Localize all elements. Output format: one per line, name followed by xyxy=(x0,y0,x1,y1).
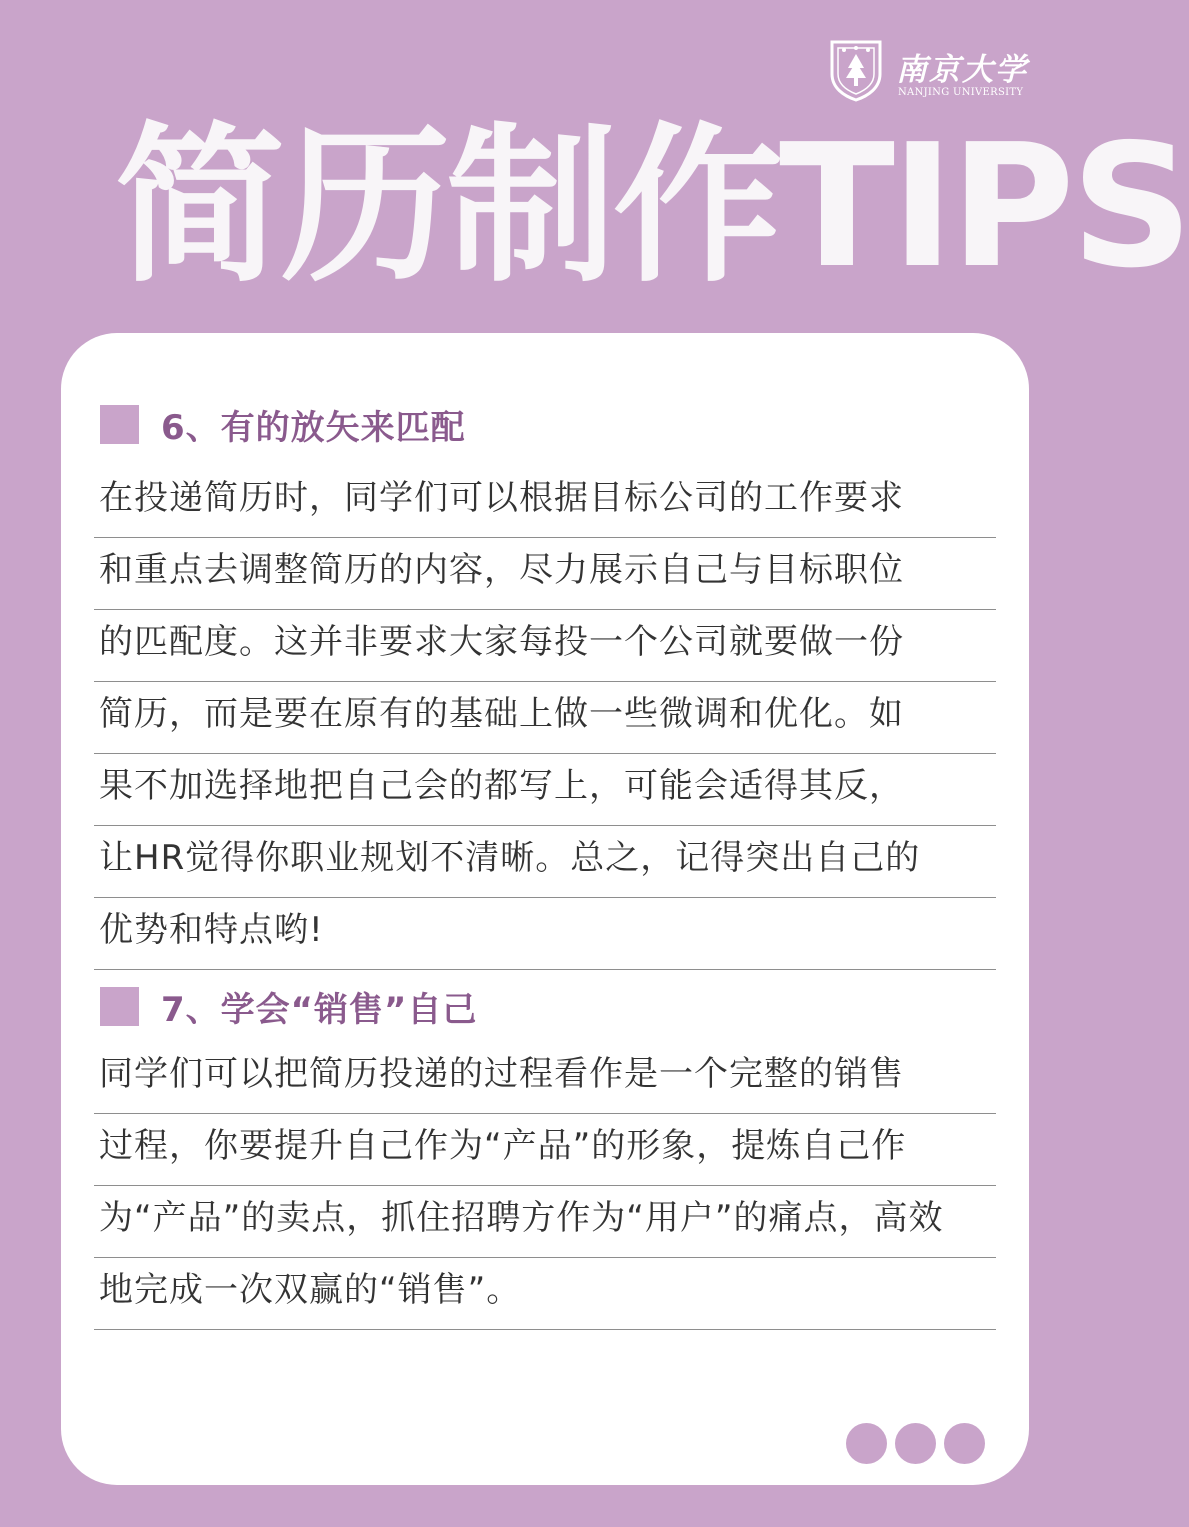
pagination-dots xyxy=(846,1423,985,1465)
text-line: 为“产品”的卖点，抓住招聘方作为“用户”的痛点，高效 xyxy=(94,1186,996,1258)
text-line: 地完成一次双赢的“销售”。 xyxy=(94,1258,996,1330)
section-heading xyxy=(100,404,466,448)
university-emblem-icon xyxy=(830,38,882,102)
text-line: 过程，你要提升自己作为“产品”的形象，提炼自己作 xyxy=(94,1114,996,1186)
page-title: 简历制作TIPS xyxy=(115,108,1189,306)
text-line: 在投递简历时，同学们可以根据目标公司的工作要求 xyxy=(94,466,996,538)
university-name-cn: 南京大学 xyxy=(896,52,1028,88)
section-heading-text: 6、有的放矢来匹配 xyxy=(161,407,466,448)
text-line: 让HR觉得你职业规划不清晰。总之，记得突出自己的 xyxy=(94,826,996,898)
text-line: 同学们可以把简历投递的过程看作是一个完整的销售 xyxy=(94,1042,996,1114)
dot-icon xyxy=(944,1423,985,1464)
dot-icon xyxy=(895,1423,936,1464)
section-heading xyxy=(100,986,478,1030)
dot-icon xyxy=(846,1423,887,1464)
text-line: 和重点去调整简历的内容，尽力展示自己与目标职位 xyxy=(94,538,996,610)
university-logo xyxy=(830,38,1030,106)
text-line: 简历，而是要在原有的基础上做一些微调和优化。如 xyxy=(94,682,996,754)
text-line: 优势和特点哟! xyxy=(94,898,996,970)
university-name-en: NANJING UNIVERSITY xyxy=(898,87,1024,98)
heading-marker-icon xyxy=(100,405,139,444)
heading-marker-icon xyxy=(100,987,139,1026)
text-line: 果不加选择地把自己会的都写上，可能会适得其反， xyxy=(94,754,996,826)
text-line: 的匹配度。这并非要求大家每投一个公司就要做一份 xyxy=(94,610,996,682)
section-heading-text: 7、学会“销售”自己 xyxy=(161,989,478,1030)
